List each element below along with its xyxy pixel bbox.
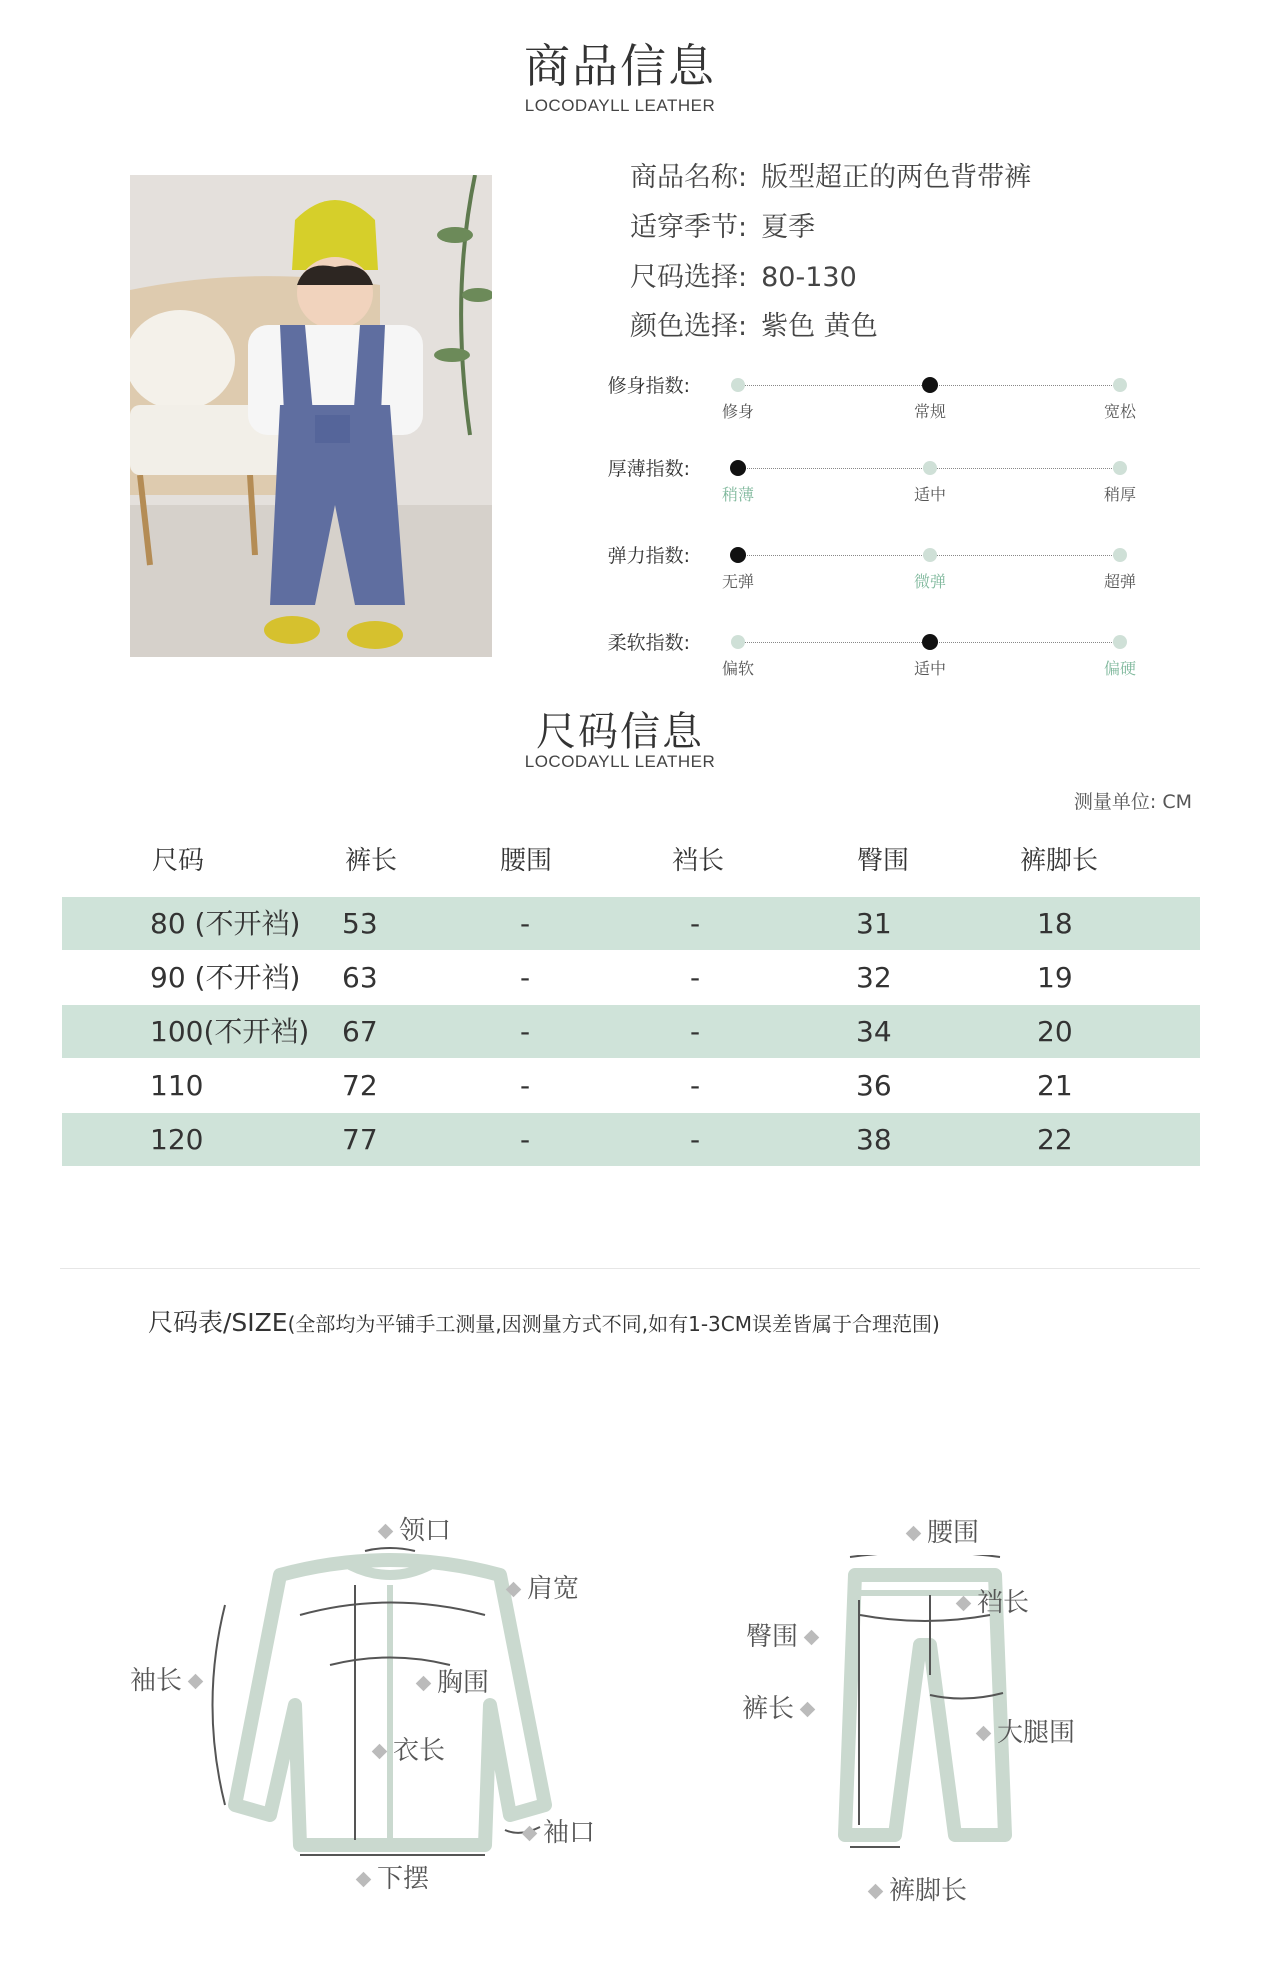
label-hip: 臀围: [746, 1616, 825, 1653]
index-dot: [731, 635, 745, 649]
index-option-label: 稍薄: [721, 485, 754, 504]
label-length: 衣长: [366, 1730, 445, 1767]
table-cell: 19: [1037, 961, 1073, 994]
info-size-label: 尺码选择:: [630, 262, 748, 293]
table-cell: -: [520, 1123, 531, 1156]
info-season: [630, 205, 815, 244]
size-table: [62, 835, 1200, 1155]
label-shoulder: 肩宽: [500, 1568, 579, 1605]
table-cell: 53: [342, 907, 378, 940]
table-cell: 31: [856, 907, 892, 940]
table-header-row: [62, 835, 1200, 888]
index-option-label: 偏软: [721, 659, 754, 678]
index-dot: [923, 548, 937, 562]
table-header-cell: 腰围: [500, 846, 553, 876]
table-header-cell: 臀围: [857, 846, 910, 876]
table-cell: 18: [1037, 907, 1073, 940]
label-pant-length: 裤长: [742, 1688, 821, 1725]
index-option-label: 超弹: [1103, 572, 1136, 591]
index-dot: [922, 377, 938, 393]
measure-unit: 测量单位: CM: [1073, 791, 1192, 813]
size-info-subtitle: LOCODAYLL LEATHER: [524, 752, 716, 771]
table-cell: -: [520, 1015, 531, 1048]
table-row: [62, 1005, 1200, 1058]
table-cell: -: [690, 961, 701, 994]
diamond-icon: [868, 1884, 884, 1900]
size-note-main: 尺码表/SIZE: [148, 1308, 288, 1337]
table-cell: 36: [856, 1069, 892, 1102]
section-divider: [60, 1268, 1200, 1269]
label-rise: 裆长: [950, 1582, 1029, 1619]
index-label: 弹力指数:: [607, 545, 690, 567]
index-option-label: 微弹: [913, 572, 946, 591]
label-hem: 下摆: [350, 1858, 429, 1895]
label-thigh: 大腿围: [970, 1712, 1075, 1749]
index-label: 厚薄指数:: [607, 458, 690, 480]
table-cell: 22: [1037, 1123, 1073, 1156]
table-cell: 120: [150, 1123, 204, 1156]
table-row: [62, 1113, 1200, 1166]
index-dot: [731, 378, 745, 392]
table-row: [62, 1059, 1200, 1112]
table-cell: 67: [342, 1015, 378, 1048]
size-info-title: 尺码信息: [536, 709, 704, 755]
table-cell: -: [520, 961, 531, 994]
info-size-value: 80-130: [761, 262, 857, 293]
info-name-label: 商品名称:: [630, 162, 748, 193]
table-cell: 90 (不开裆): [150, 961, 301, 994]
table-cell: 100(不开裆): [150, 1015, 310, 1048]
index-dot: [730, 547, 746, 563]
table-cell: -: [690, 1015, 701, 1048]
table-cell: -: [690, 1123, 701, 1156]
index-dot: [730, 460, 746, 476]
index-option-label: 常规: [913, 402, 946, 421]
info-name: [630, 155, 1031, 194]
table-row: [62, 897, 1200, 950]
info-color-value: 紫色 黄色: [761, 311, 878, 342]
size-note: [148, 1303, 940, 1339]
table-cell: 32: [856, 961, 892, 994]
index-label: 修身指数:: [607, 375, 690, 397]
diamond-icon: [378, 1524, 394, 1540]
diamond-icon: [976, 1726, 992, 1742]
info-name-value: 版型超正的两色背带裤: [761, 162, 1032, 193]
index-option-label: 适中: [913, 659, 946, 678]
table-cell: 20: [1037, 1015, 1073, 1048]
table-header-cell: 裆长: [672, 846, 725, 876]
index-dot: [923, 461, 937, 475]
table-cell: 34: [856, 1015, 892, 1048]
product-photo: [130, 175, 492, 657]
index-option-label: 适中: [913, 485, 946, 504]
diamond-icon: [506, 1582, 522, 1598]
diamond-icon: [800, 1702, 816, 1718]
label-leg-opening: 裤脚长: [862, 1870, 967, 1907]
info-color-label: 颜色选择:: [630, 311, 748, 342]
table-cell: -: [520, 907, 531, 940]
index-dot: [1113, 461, 1127, 475]
index-dot: [1113, 378, 1127, 392]
index-dot: [1113, 548, 1127, 562]
table-header-cell: 裤长: [345, 846, 398, 876]
table-cell: 38: [856, 1123, 892, 1156]
index-option-label: 修身: [721, 402, 754, 421]
index-option-label: 稍厚: [1103, 485, 1136, 504]
index-dot: [1113, 635, 1127, 649]
diamond-icon: [804, 1630, 820, 1646]
label-chest: 胸围: [410, 1662, 489, 1699]
table-cell: 21: [1037, 1069, 1073, 1102]
size-note-detail: (全部均为平铺手工测量,因测量方式不同,如有1-3CM误差皆属于合理范围): [287, 1312, 940, 1336]
index-option-label: 无弹: [721, 572, 754, 591]
table-cell: 72: [342, 1069, 378, 1102]
info-size: [630, 255, 857, 294]
diamond-icon: [522, 1826, 538, 1842]
table-cell: -: [690, 907, 701, 940]
label-cuff: 袖口: [516, 1812, 595, 1849]
table-cell: 77: [342, 1123, 378, 1156]
table-header-cell: 裤脚长: [1020, 846, 1099, 876]
table-cell: 63: [342, 961, 378, 994]
table-row: [62, 951, 1200, 1004]
info-season-value: 夏季: [761, 212, 816, 243]
table-cell: -: [520, 1069, 531, 1102]
table-header-cell: 尺码: [152, 846, 205, 876]
index-option-label: 偏硬: [1103, 659, 1136, 678]
table-cell: 80 (不开裆): [150, 907, 301, 940]
table-cell: -: [690, 1069, 701, 1102]
index-option-label: 宽松: [1103, 402, 1136, 421]
table-cell: 110: [150, 1069, 204, 1102]
diamond-icon: [906, 1526, 922, 1542]
info-color: [630, 304, 878, 343]
product-info-title: 商品信息: [524, 39, 716, 93]
label-sleeve: 袖长: [130, 1660, 209, 1697]
diamond-icon: [372, 1744, 388, 1760]
diamond-icon: [416, 1676, 432, 1692]
label-waist: 腰围: [900, 1512, 979, 1549]
diamond-icon: [188, 1674, 204, 1690]
product-info-subtitle: LOCODAYLL LEATHER: [524, 96, 716, 115]
index-label: 柔软指数:: [607, 632, 690, 654]
info-season-label: 适穿季节:: [630, 212, 748, 243]
index-dot: [922, 634, 938, 650]
diamond-icon: [356, 1872, 372, 1888]
diamond-icon: [956, 1596, 972, 1612]
label-collar: 领口: [372, 1510, 451, 1547]
